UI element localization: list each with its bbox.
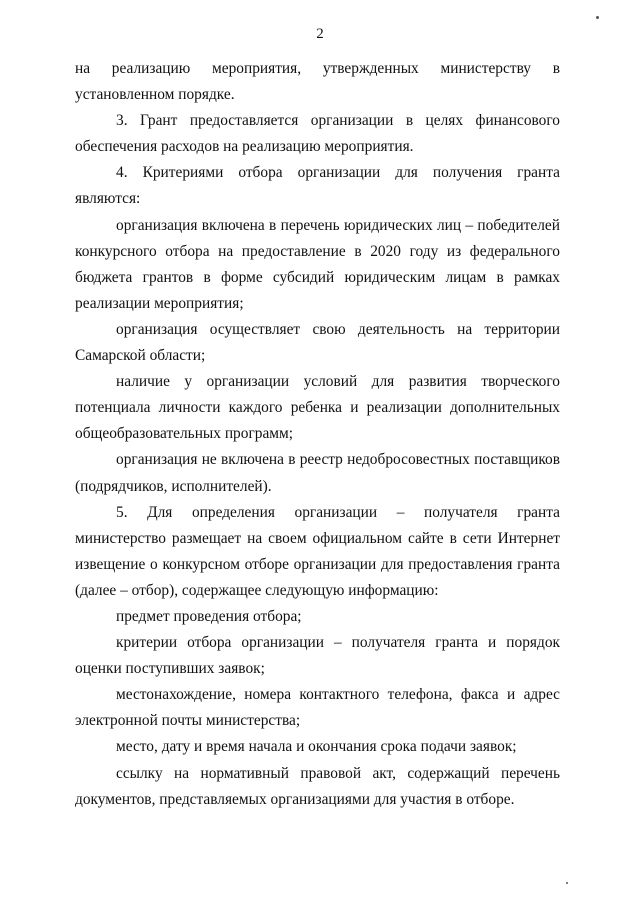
notice-info-paragraph: предмет проведения отбора;	[116, 607, 302, 625]
criterion-paragraph: наличие у организации условий для развития творческого потенциала личности каждого ребенка и реализации дополнительных общеобразовательных программ;	[75, 373, 560, 443]
scan-speck	[596, 16, 599, 19]
notice-info-paragraph: местонахождение, номера контактного телефона, факса и адрес электронной почты министерства;	[75, 686, 560, 730]
page-number: 2	[316, 26, 324, 42]
criterion-paragraph: организация осуществляет свою деятельность на территории Самарской области;	[75, 320, 560, 365]
paragraph-item-3: 3. Грант предоставляется организации в целях финансового обеспечения расходов на реализацию мероприятия.	[75, 112, 560, 156]
scan-speck	[566, 882, 568, 884]
criterion-paragraph: организация включена в перечень юридических лиц – победителей конкурсного отбора на предоставление в 2020 году из федерального бюджета грантов в форме субсидий юридическим лицам в рамках реализации мероприятия;	[75, 216, 560, 312]
notice-info-paragraph: ссылку на нормативный правовой акт, содержащий перечень документов, представляемых организациями для участия в отборе.	[75, 764, 560, 808]
notice-info-paragraph: место, дату и время начала и окончания срока подачи заявок;	[116, 738, 517, 756]
paragraph-item-4: 4. Критериями отбора организации для получения гранта являются:	[75, 164, 560, 208]
paragraph-continuation: на реализацию мероприятия, утвержденных министерству в установленном порядке.	[75, 60, 560, 104]
criterion-paragraph: организация не включена в реестр недобросовестных поставщиков (подрядчиков, исполнителей).	[75, 451, 560, 495]
notice-info-paragraph: критерии отбора организации – получателя гранта и порядок оценки поступивших заявок;	[75, 634, 560, 678]
document-body	[75, 56, 560, 813]
paragraph-item-5: 5. Для определения организации – получателя гранта министерство размещает на своем официальном сайте в сети Интернет извещение о конкурсном отборе организации для предоставления гранта (далее – отбор), содержащее следующую информацию:	[75, 503, 560, 599]
